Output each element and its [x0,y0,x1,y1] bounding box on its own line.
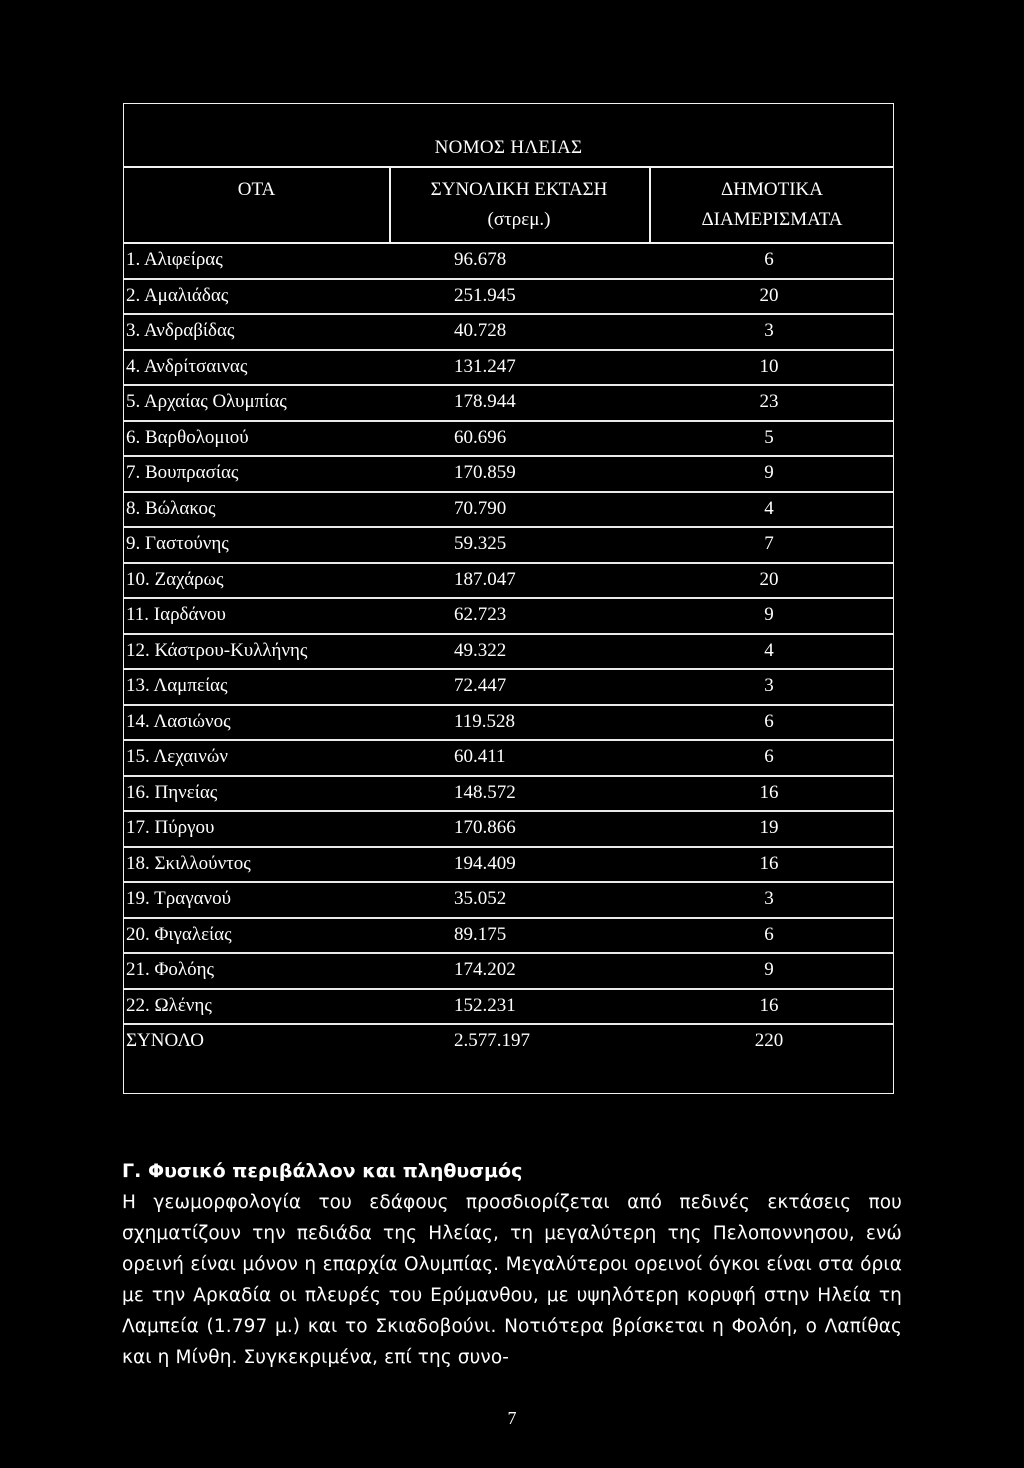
table-row [124,315,893,351]
row-districts: 7 [764,533,774,554]
row-name: 4. Ανδρίτσαινας [126,355,248,377]
table-row [124,777,893,813]
table-header-row [124,168,893,244]
header-area-line1: ΣΥΝΟΛΙΚΗ ΕΚΤΑΣΗ [430,179,608,200]
table-row [124,954,893,990]
table-title-row [124,104,893,168]
table-row [124,493,893,529]
row-area: 70.790 [454,497,507,519]
header-divider [389,168,391,244]
row-name: 18. Σκιλλούντος [126,852,251,874]
row-area: 170.859 [454,462,516,483]
row-districts: 23 [759,391,779,412]
municipalities-table [123,103,894,1094]
row-area: 49.322 [454,639,507,661]
table-row [124,244,893,280]
row-name: 1. Αλιφείρας [126,249,223,270]
row-area: 187.047 [454,568,516,590]
total-label: ΣΥΝΟΛΟ [126,1030,205,1051]
table-row [124,386,893,422]
row-districts: 19 [759,817,779,838]
row-area: 131.247 [454,355,516,377]
table-title: ΝΟΜΟΣ ΗΛΕΙΑΣ [434,137,583,158]
row-name: 6. Βαρθολομιού [126,426,249,448]
row-districts: 3 [764,320,774,341]
row-area: 35.052 [454,888,507,909]
table-row [124,670,893,706]
row-name: 16. Πηνείας [126,781,218,803]
row-districts: 20 [759,284,779,306]
section-paragraph: Η γεωμορφολογία του εδάφους προσδιορίζεται από πεδινές εκτάσεις που σχηματίζουν την πεδιάδα της Ηλείας, τη μεγαλύτερη της Πελοποννησου, ενώ ορεινή είναι μόνον η επαρχία Ολυμπίας. Μεγαλύτεροι ορεινοί όγκοι είναι στα όρια με την Αρκαδία οι πλευρές του Ερύμανθου, με υψηλότερη κορυφή στην Ηλεία τη Λαμπεία (1.797 μ.) και το Σκιαδοβούνι. Νοτιότερα βρίσκεται η Φολόη, ο Λαπίθας και η Μίνθη. Συγκεκριμένα, επί της συνο- [122,1192,902,1368]
row-districts: 9 [764,959,774,980]
row-districts: 16 [759,781,779,803]
table-row [124,883,893,919]
table-row [124,280,893,316]
row-area: 251.945 [454,284,516,306]
row-districts: 6 [764,249,774,270]
table-body [124,244,893,1061]
table-row [124,706,893,742]
row-area: 194.409 [454,852,516,874]
header-ota-label: ΟΤΑ [237,179,276,200]
table-row [124,351,893,387]
row-name: 2. Αμαλιάδας [126,284,229,306]
row-name: 12. Κάστρου-Κυλλήνης [126,639,308,661]
row-area: 40.728 [454,320,507,341]
row-districts: 4 [764,639,774,661]
table-row [124,848,893,884]
row-districts: 16 [759,852,779,874]
row-districts: 9 [764,604,774,625]
total-districts: 220 [754,1030,784,1051]
header-area-line2: (στρεμ.) [487,209,551,230]
table-row [124,599,893,635]
row-name: 21. Φολόης [126,959,215,980]
row-districts: 16 [759,994,779,1016]
table-row [124,457,893,493]
row-area: 60.696 [454,426,507,448]
row-districts: 5 [764,426,774,448]
row-area: 174.202 [454,959,516,980]
row-area: 59.325 [454,533,507,554]
row-name: 22. Ωλένης [126,994,212,1016]
row-name: 3. Ανδραβίδας [126,320,235,341]
row-name: 13. Λαμπείας [126,675,228,696]
row-districts: 6 [764,710,774,732]
row-districts: 4 [764,497,774,519]
table-total-row [124,1025,893,1061]
row-area: 89.175 [454,923,507,945]
table-row [124,564,893,600]
row-area: 152.231 [454,994,516,1016]
row-name: 15. Λεχαινών [126,746,228,767]
row-name: 17. Πύργου [126,817,215,838]
table-row [124,528,893,564]
row-districts: 6 [764,923,774,945]
header-ota [124,175,389,205]
row-area: 62.723 [454,604,507,625]
row-name: 8. Βώλακος [126,497,216,519]
row-name: 9. Γαστούνης [126,533,229,554]
header-total-area [389,175,649,235]
section-heading: Γ. Φυσικό περιβάλλον και πληθυσμός [122,1160,523,1182]
row-districts: 9 [764,462,774,483]
row-name: 20. Φιγαλείας [126,923,232,945]
table-row [124,812,893,848]
row-name: 5. Αρχαίας Ολυμπίας [126,391,287,412]
row-name: 10. Ζαχάρως [126,568,224,590]
table-row [124,990,893,1026]
total-area: 2.577.197 [454,1030,530,1051]
header-districts [649,175,895,235]
row-area: 119.528 [454,710,516,732]
header-divider [649,168,651,244]
row-districts: 3 [764,888,774,909]
row-area: 178.944 [454,391,516,412]
table-row [124,919,893,955]
section-natural-environment [122,1156,902,1373]
row-area: 170.866 [454,817,516,838]
header-districts-line1: ΔΗΜΟΤΙΚΑ [721,179,823,200]
row-districts: 6 [764,746,774,767]
row-area: 96.678 [454,249,507,270]
row-districts: 10 [759,355,779,377]
table-row [124,422,893,458]
row-area: 60.411 [454,746,506,767]
row-name: 7. Βουπρασίας [126,462,239,483]
row-name: 14. Λασιώνος [126,710,231,732]
row-area: 148.572 [454,781,516,803]
page-number: 7 [507,1408,517,1428]
row-area: 72.447 [454,675,507,696]
row-name: 19. Τραγανού [126,888,232,909]
row-districts: 20 [759,568,779,590]
table-row [124,635,893,671]
row-name: 11. Ιαρδάνου [126,604,226,625]
header-districts-line2: ΔΙΑΜΕΡΙΣΜΑΤΑ [701,209,843,230]
row-districts: 3 [764,675,774,696]
table-row [124,741,893,777]
